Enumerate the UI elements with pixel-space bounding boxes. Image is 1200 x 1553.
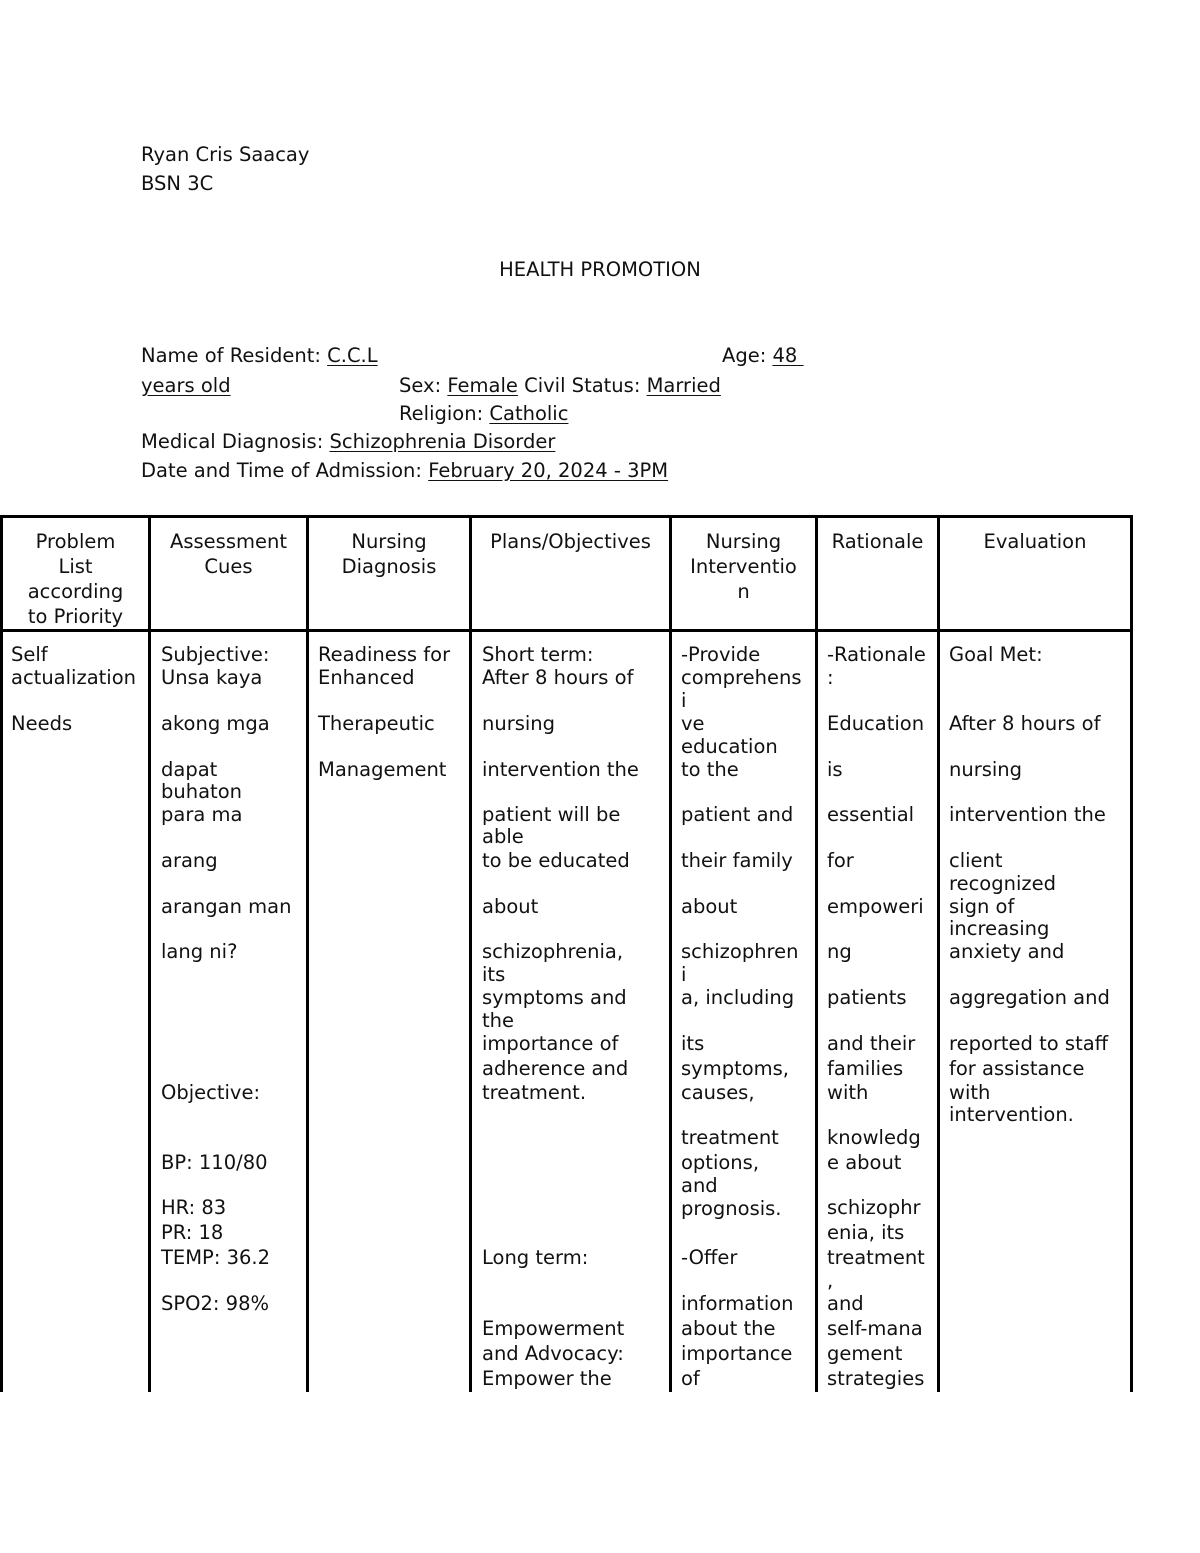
cell-text-line: Empower the xyxy=(482,1367,612,1390)
cell-text-line: HR: 83 xyxy=(161,1196,227,1219)
cell-text-line: information xyxy=(681,1292,794,1315)
cell-text-line: and their xyxy=(827,1032,916,1055)
cell-text-line: TEMP: 36.2 xyxy=(161,1246,271,1269)
cell-text-line: options, xyxy=(681,1151,760,1174)
cell-text-line: actualization xyxy=(11,666,136,689)
cell-text-line: akong mga xyxy=(161,712,270,735)
header-rationale: Rationale xyxy=(831,530,924,553)
col-border xyxy=(148,515,151,1392)
cell-text-line: enia, its xyxy=(827,1221,905,1244)
cell-text-line: lang ni? xyxy=(161,940,238,963)
cell-text-line: -Rationale xyxy=(827,643,926,666)
cell-text-line: treatment xyxy=(827,1246,925,1269)
cell-text-line: is xyxy=(827,758,843,781)
author-name: Ryan Cris Saacay xyxy=(141,143,310,166)
cell-text-line: its xyxy=(482,963,506,986)
resident-name-label: Name of Resident: xyxy=(141,344,321,367)
cell-text-line: adherence and xyxy=(482,1057,629,1080)
cell-text-line: SPO2: 98% xyxy=(161,1292,270,1315)
cell-text-line: a, including xyxy=(681,986,795,1009)
col-border xyxy=(469,515,472,1392)
cell-text-line: PR: 18 xyxy=(161,1221,224,1244)
author-section: BSN 3C xyxy=(141,172,214,195)
cell-text-line: After 8 hours of xyxy=(482,666,634,689)
cell-text-line: client xyxy=(949,849,1003,872)
cell-text-line: Enhanced xyxy=(318,666,415,689)
age-row xyxy=(722,346,804,366)
resident-name-row xyxy=(141,346,378,366)
cell-text-line: their family xyxy=(681,849,793,872)
religion-row xyxy=(399,404,568,424)
cell-text-line: patient and xyxy=(681,803,794,826)
cell-text-line: intervention the xyxy=(482,758,639,781)
cell-text-line: for xyxy=(827,849,854,872)
cell-text-line: -Offer xyxy=(681,1246,738,1269)
cell-text-line: about xyxy=(681,895,738,918)
cell-text-line: e about xyxy=(827,1151,902,1174)
cell-text-line: Subjective: xyxy=(161,643,270,666)
header-plans-objectives: Plans/Objectives xyxy=(490,530,651,553)
age-label: Age: xyxy=(722,344,767,367)
age-value: 48 xyxy=(772,344,804,367)
cell-text-line: causes, xyxy=(681,1081,755,1104)
cell-text-line: the xyxy=(482,1009,515,1032)
header-problem-list: Problem List according to Priority xyxy=(27,530,124,628)
cell-text-line: about xyxy=(482,895,539,918)
header-nursing-diagnosis: Nursing Diagnosis xyxy=(341,530,437,578)
cell-text-line: increasing xyxy=(949,917,1050,940)
header-evaluation: Evaluation xyxy=(983,530,1087,553)
col-border xyxy=(815,515,818,1392)
cell-text-line: reported to staff xyxy=(949,1032,1109,1055)
cell-text-line: prognosis. xyxy=(681,1197,782,1220)
religion-value: Catholic xyxy=(489,402,569,425)
cell-text-line: to the xyxy=(681,758,739,781)
cell-text-line: importance of xyxy=(482,1032,619,1055)
cell-text-line: After 8 hours of xyxy=(949,712,1101,735)
cell-text-line: Management xyxy=(318,758,447,781)
cell-text-line: aggregation and xyxy=(949,986,1110,1009)
cell-text-line: i xyxy=(681,689,687,712)
cell-text-line: gement xyxy=(827,1342,903,1365)
cell-text-line: Goal Met: xyxy=(949,643,1043,666)
cell-text-line: Needs xyxy=(11,712,73,735)
cell-text-line: treatment. xyxy=(482,1081,587,1104)
cell-text-line: about the xyxy=(681,1317,776,1340)
resident-name-value: C.C.L xyxy=(327,344,378,367)
cell-text-line: essential xyxy=(827,803,915,826)
cell-text-line: able xyxy=(482,825,524,848)
cell-text-line: symptoms and xyxy=(482,986,627,1009)
admission-label: Date and Time of Admission: xyxy=(141,459,422,482)
cell-text-line: education xyxy=(681,735,778,758)
cell-text-line: knowledg xyxy=(827,1126,921,1149)
cell-text-line: schizophren xyxy=(681,940,799,963)
cell-text-line: symptoms, xyxy=(681,1057,790,1080)
table-header-divider xyxy=(0,629,1133,632)
cell-text-line: strategies xyxy=(827,1367,925,1390)
admission-value: February 20, 2024 - 3PM xyxy=(428,459,669,482)
diagnosis-label: Medical Diagnosis: xyxy=(141,430,324,453)
cell-text-line: Self xyxy=(11,643,48,666)
cell-text-line: schizophr xyxy=(827,1196,921,1219)
cell-text-line: recognized xyxy=(949,872,1057,895)
cell-text-line: Therapeutic xyxy=(318,712,435,735)
cell-text-line: and xyxy=(827,1292,864,1315)
cell-text-line: schizophrenia, xyxy=(482,940,624,963)
cell-text-line: Objective: xyxy=(161,1081,261,1104)
cell-text-line: self-mana xyxy=(827,1317,923,1340)
page-title: HEALTH PROMOTION xyxy=(499,258,701,281)
cell-text-line: importance xyxy=(681,1342,793,1365)
cell-text-line: its xyxy=(681,1032,705,1055)
col-border xyxy=(0,515,3,1392)
table-top-border xyxy=(0,515,1133,518)
cell-text-line: to be educated xyxy=(482,849,630,872)
cell-text-line: ve xyxy=(681,712,705,735)
cell-text-line: for assistance xyxy=(949,1057,1085,1080)
sex-civil-row xyxy=(399,376,721,396)
cell-text-line: with xyxy=(949,1081,991,1104)
cell-text-line: intervention. xyxy=(949,1103,1074,1126)
cell-text-line: Short term: xyxy=(482,643,594,666)
cell-text-line: i xyxy=(681,963,687,986)
sex-value: Female xyxy=(447,374,518,397)
sex-label: Sex: xyxy=(399,374,442,397)
header-nursing-intervention: Nursing Interventio n xyxy=(690,530,797,603)
cell-text-line: empoweri xyxy=(827,895,924,918)
cell-text-line: and xyxy=(681,1174,718,1197)
cell-text-line: Education xyxy=(827,712,925,735)
cell-text-line: families xyxy=(827,1057,904,1080)
cell-text-line: intervention the xyxy=(949,803,1106,826)
cell-text-line: patient will be xyxy=(482,803,621,826)
cell-text-line: and Advocacy: xyxy=(482,1342,624,1365)
admission-row xyxy=(141,461,668,481)
cell-text-line: of xyxy=(681,1367,700,1390)
diagnosis-value: Schizophrenia Disorder xyxy=(329,430,556,453)
cell-text-line: sign of xyxy=(949,895,1015,918)
cell-text-line: -Provide xyxy=(681,643,761,666)
cell-text-line: BP: 110/80 xyxy=(161,1151,268,1174)
cell-text-line: dapat xyxy=(161,758,218,781)
cell-text-line: , xyxy=(827,1269,834,1292)
col-border xyxy=(1130,515,1133,1392)
cell-text-line: comprehens xyxy=(681,666,802,689)
diagnosis-row xyxy=(141,432,555,452)
cell-text-line: Empowerment xyxy=(482,1317,625,1340)
cell-text-line: para ma xyxy=(161,803,243,826)
cell-text-line: Unsa kaya xyxy=(161,666,263,689)
cell-text-line: buhaton xyxy=(161,780,242,803)
cell-text-line: arangan man xyxy=(161,895,292,918)
cell-text-line: treatment xyxy=(681,1126,779,1149)
col-border xyxy=(937,515,940,1392)
cell-text-line: with xyxy=(827,1081,869,1104)
cell-text-line: patients xyxy=(827,986,907,1009)
cell-text-line: : xyxy=(827,666,834,689)
cell-text-line: ng xyxy=(827,940,852,963)
col-border xyxy=(669,515,672,1392)
age-unit: years old xyxy=(141,374,231,397)
civil-status-label: Civil Status: xyxy=(524,374,641,397)
cell-text-line: nursing xyxy=(949,758,1023,781)
cell-text-line: Readiness for xyxy=(318,643,451,666)
religion-label: Religion: xyxy=(399,402,484,425)
col-border xyxy=(306,515,309,1392)
cell-text-line: nursing xyxy=(482,712,556,735)
cell-text-line: arang xyxy=(161,849,218,872)
header-assessment-cues: Assessment Cues xyxy=(170,530,287,578)
cell-text-line: anxiety and xyxy=(949,940,1065,963)
civil-status-value: Married xyxy=(646,374,721,397)
cell-text-line: Long term: xyxy=(482,1246,589,1269)
